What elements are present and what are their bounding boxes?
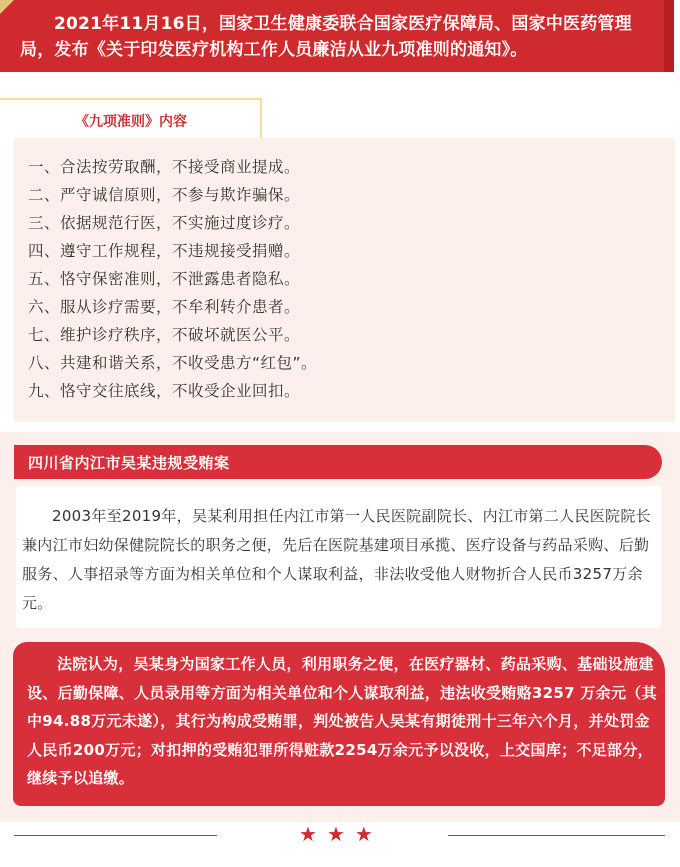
- rules-title: 《九项准则》内容: [75, 114, 187, 130]
- star-icon: ★: [354, 822, 373, 846]
- star-icon: ★: [299, 822, 317, 846]
- rule-item: 四、遵守工作规程，不违规接受捐赠。: [28, 242, 301, 260]
- rule-item: 七、维护诊疗秩序，不破坏就医公平。: [28, 326, 301, 344]
- divider-line-right: [448, 835, 665, 836]
- rule-item: 二、严守诚信原则，不参与欺诈骗保。: [28, 186, 301, 204]
- rules-list: [28, 153, 317, 405]
- rule-item: 一、合法按劳取酬，不接受商业提成。: [28, 158, 301, 176]
- banner-text: 2021年11月16日，国家卫生健康委联合国家医疗保障局、国家中医药管理局，发布《关于印发医疗机构工作人员廉洁从业九项准则的通知》。: [20, 14, 632, 60]
- rule-item: 九、恪守交往底线，不收受企业回扣。: [28, 382, 301, 400]
- case-description: 2003年至2019年，吴某利用担任内江市第一人民医院副院长、内江市第二人民医院院长兼内江市妇幼保健院院长的职务之便，先后在医院基建项目承揽、医疗设备与药品采购、后勤服务、人事招录等方面为相关单位和个人谋取利益，非法收受他人财物折合人民币3257万余元。: [22, 507, 651, 612]
- rule-item: 八、共建和谐关系，不收受患方“红包”。: [28, 354, 318, 372]
- divider-line-left: [14, 835, 217, 836]
- divider-stars: [299, 823, 373, 845]
- banner-edge-decoration: [664, 0, 674, 72]
- verdict-text: 法院认为，吴某身为国家工作人员，利用职务之便，在医疗器材、药品采购、基础设施建设、后勤保障、人员录用等方面为相关单位和个人谋取利益，违法收受贿赂3257 万余元（其中94.88万元未遂），其行为构成受贿罪，判处被告人吴某有期徒刑十三年六个月，并处罚金人民币200万元；对扣押的受贿犯罪所得赃款2254万余元予以没收，上交国库；不足部分，继续予以追缴。: [27, 655, 657, 787]
- rule-item: 三、依据规范行医，不实施过度诊疗。: [28, 214, 301, 232]
- banner-corner-decoration: [0, 0, 14, 14]
- case-header: [14, 445, 662, 479]
- star-icon: ★: [326, 822, 345, 846]
- case-title: 四川省内江市吴某违规受贿案: [28, 454, 230, 472]
- header-banner: [0, 0, 664, 72]
- rule-item: 六、服从诊疗需要，不牟利转介患者。: [28, 298, 301, 316]
- rule-item: 五、恪守保密准则，不泄露患者隐私。: [28, 270, 301, 288]
